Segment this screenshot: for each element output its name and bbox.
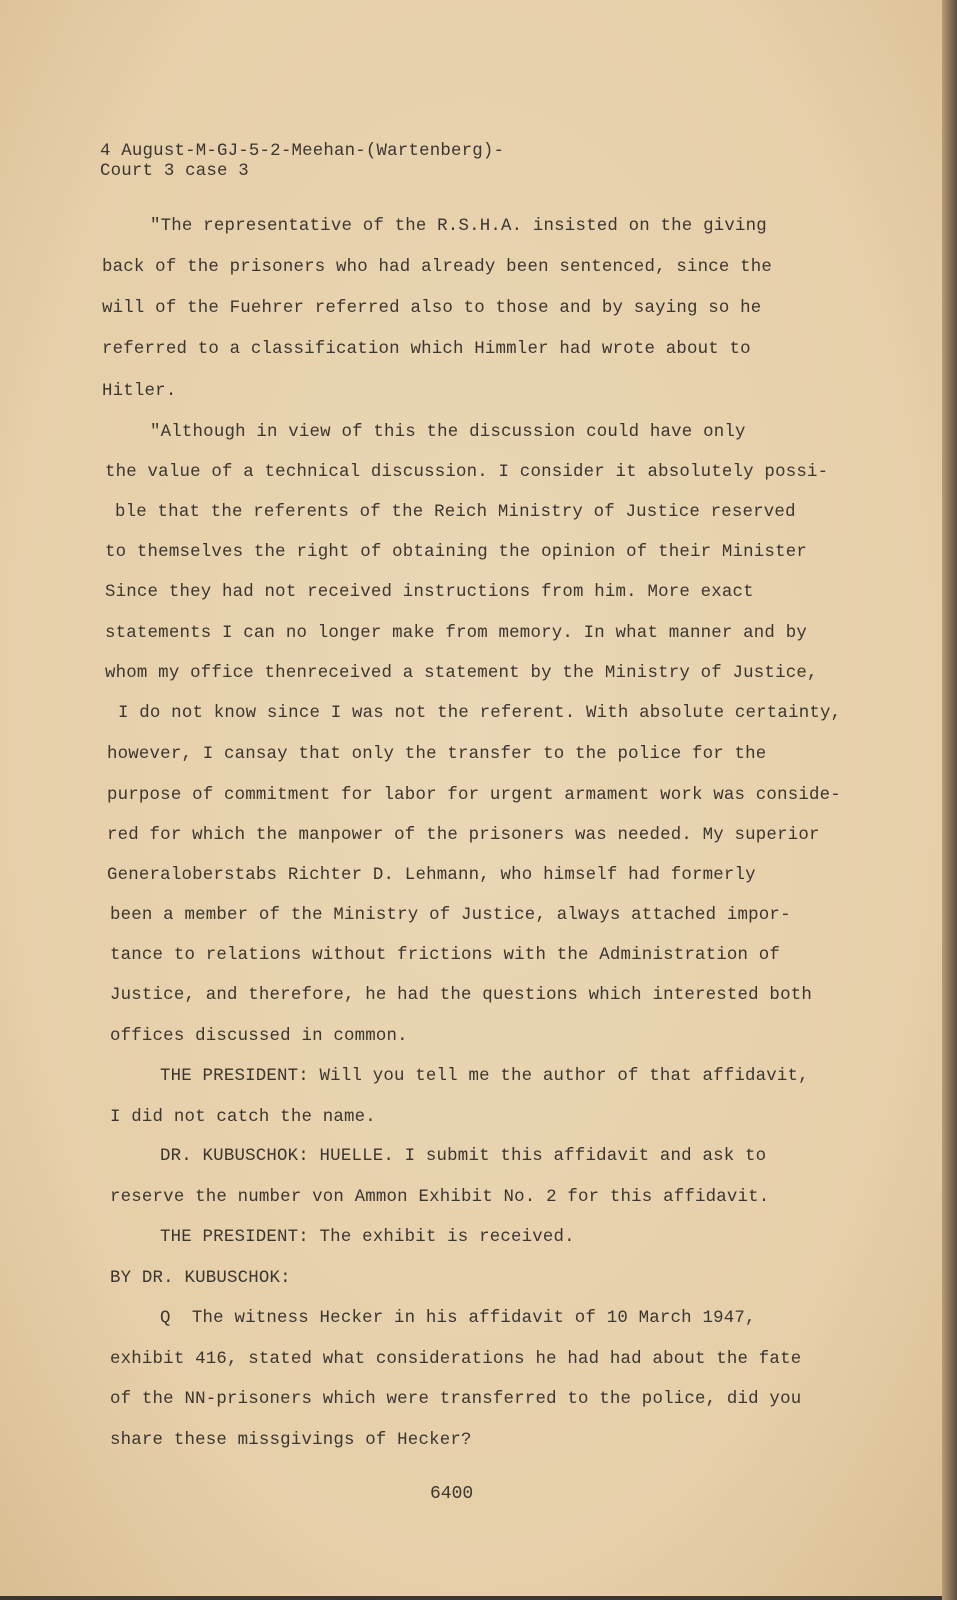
header-line: 4 August-M-GJ-5-2-Meehan-(Wartenberg)- [100, 142, 505, 161]
text-line: to themselves the right of obtaining the opinion of their Minister [105, 543, 807, 562]
text-line: referred to a classification which Himmler had wrote about to [102, 340, 751, 359]
text-line: offices discussed in common. [110, 1027, 408, 1046]
text-line: THE PRESIDENT: Will you tell me the author of that affidavit, [160, 1067, 809, 1086]
text-line: exhibit 416, stated what considerations he had had about the fate [110, 1350, 802, 1369]
text-line: been a member of the Ministry of Justice, always attached impor- [110, 906, 791, 925]
text-line: red for which the manpower of the prisoners was needed. My superior [107, 826, 820, 845]
text-line: I do not know since I was not the referent. With absolute certainty, [118, 704, 842, 723]
text-line: I did not catch the name. [110, 1108, 376, 1127]
text-line: statements I can no longer make from memory. In what manner and by [105, 624, 807, 643]
text-line: Q The witness Hecker in his affidavit of 10 March 1947, [160, 1309, 756, 1328]
text-line: tance to relations without frictions with the Administration of [110, 946, 781, 965]
text-line: back of the prisoners who had already been sentenced, since the [102, 258, 773, 277]
text-line: the value of a technical discussion. I consider it absolutely possi- [105, 463, 829, 482]
text-line: DR. KUBUSCHOK: HUELLE. I submit this affidavit and ask to [160, 1147, 767, 1166]
text-line: BY DR. KUBUSCHOK: [110, 1269, 291, 1288]
text-line: whom my office thenreceived a statement by the Ministry of Justice, [105, 664, 818, 683]
text-line: of the NN-prisoners which were transferred to the police, did you [110, 1390, 802, 1409]
text-line: THE PRESIDENT: The exhibit is received. [160, 1228, 575, 1247]
text-line: Since they had not received instructions from him. More exact [105, 583, 754, 602]
text-line: Hitler. [102, 382, 177, 401]
page-edge [942, 0, 957, 1600]
text-line: "The representative of the R.S.H.A. insisted on the giving [150, 217, 767, 236]
text-line: share these missgivings of Hecker? [110, 1431, 472, 1450]
text-line: Justice, and therefore, he had the questions which interested both [110, 986, 812, 1005]
page-number: 6400 [430, 1484, 474, 1504]
text-line: reserve the number von Ammon Exhibit No. 2 for this affidavit. [110, 1188, 770, 1207]
text-line: however, I cansay that only the transfer to the police for the [107, 745, 767, 764]
text-line: Generaloberstabs Richter D. Lehmann, who himself had formerly [107, 866, 756, 885]
text-line: "Although in view of this the discussion could have only [150, 423, 746, 442]
header-line: Court 3 case 3 [100, 162, 249, 181]
text-line: ble that the referents of the Reich Ministry of Justice reserved [115, 503, 796, 522]
text-line: will of the Fuehrer referred also to those and by saying so he [102, 299, 762, 318]
text-line: purpose of commitment for labor for urgent armament work was conside- [107, 786, 841, 805]
